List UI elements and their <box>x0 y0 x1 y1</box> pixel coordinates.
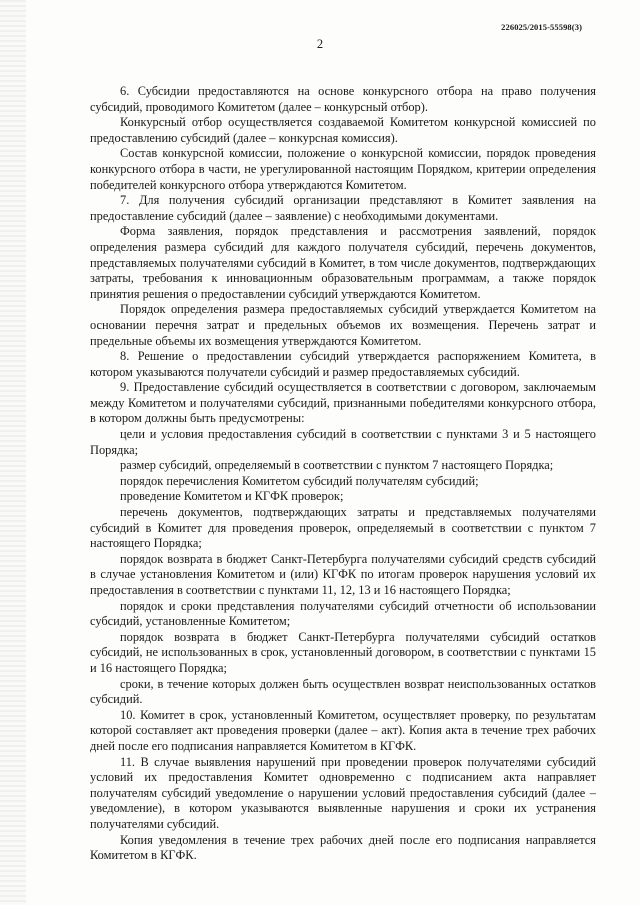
list-item: порядок перечисления Комитетом субсидий получателям субсидий; <box>120 473 479 488</box>
paragraph-9: 9. Предоставление субсидий осуществляется в соответствии с договором, заключаемым между Комитетом и получателями субсидий, признанными победителями конкурсного отбора, в котором должны быть предусмотрены: <box>90 380 596 426</box>
page-number: 2 <box>316 37 324 51</box>
list-item: размер субсидий, определяемый в соответствии с пунктом 7 настоящего Порядка; <box>120 458 554 473</box>
document-body <box>90 84 596 864</box>
paragraph: Конкурсный отбор осуществляется создаваемой Комитетом конкурсной комиссией по предоставлению субсидий (далее – конкурсная комиссия). <box>90 115 596 145</box>
paragraph-10: 10. Комитет в срок, установленный Комитетом, осуществляет проверку, по результатам которой составляет акт проведения проверки (далее – акт). Копия акта в течение трех рабочих дней после его подписания направляется Комитетом в КГФК. <box>90 707 596 753</box>
paragraph-6: 6. Субсидии предоставляются на основе конкурсного отбора на право получения субсидий, проводимого Комитетом (далее – конкурсный отбор). <box>90 84 596 114</box>
list-item: порядок возврата в бюджет Санкт-Петербурга получателями субсидий остатков субсидий, не использованных в срок, установленный договором, в соответствии с пунктами 15 и 16 настоящего Порядка; <box>90 629 596 675</box>
paragraph: Копия уведомления в течение трех рабочих дней после его подписания направляется Комитетом в КГФК. <box>90 832 596 863</box>
paragraph: Форма заявления, порядок представления и рассмотрения заявлений, порядок определения размера субсидий для каждого получателя субсидий, перечень документов, представляемых получателями субсидий в Комитет, в том числе документов, подтверждающих затраты, требования к инновационным образовательным программам, а также порядок принятия решения о предоставлении субсидий утверждаются Комитетом. <box>90 224 596 301</box>
paragraph: Порядок определения размера предоставляемых субсидий утверждается Комитетом на основании перечня затрат и предельных объемов их возмещения. Перечень затрат и предельные объемы их возмещения утверждаются Комитетом. <box>90 302 596 348</box>
list-item: сроки, в течение которых должен быть осуществлен возврат неиспользованных остатков субсидий. <box>90 676 596 707</box>
list-item: порядок возврата в бюджет Санкт-Петербурга получателями субсидий средств субсидий в случае установления Комитетом и (или) КГФК по итогам проверок нарушения условий их предоставления в соответствии с пунктами 11, 12, 13 и 16 настоящего Порядка; <box>90 551 596 597</box>
paragraph-11: 11. В случае выявления нарушений при проведении проверок получателями субсидий условий их предоставления Комитет одновременно с подписанием акта направляет получателям субсидий уведомление о нарушении условий предоставления субсидий (далее – уведомление), в котором указываются выявленные нарушения и сроки их устранения получателями субсидий. <box>90 754 596 831</box>
scan-edge-artifact <box>0 0 26 905</box>
paragraph-8: 8. Решение о предоставлении субсидий утверждается распоряжением Комитета, в котором указываются получатели субсидий и размер предоставляемых субсидий. <box>90 349 596 379</box>
paragraph: Состав конкурсной комиссии, положение о конкурсной комиссии, порядок проведения конкурсного отбора в части, не урегулированной настоящим Порядком, критерии определения победителей конкурсного отбора утверждаются Комитетом. <box>90 146 596 192</box>
paragraph-7: 7. Для получения субсидий организации представляют в Комитет заявления на предоставление субсидий (далее – заявление) с необходимыми документами. <box>90 193 596 223</box>
document-id: 226025/2015-55598(3) <box>501 22 582 32</box>
list-item: цели и условия предоставления субсидий в соответствии с пунктами 3 и 5 настоящего Порядка; <box>90 427 596 457</box>
list-item: перечень документов, подтверждающих затраты и представляемых получателями субсидий в Комитет для проведения проверок, определяемый в соответствии с пунктом 7 настоящего Порядка; <box>90 505 596 551</box>
list-item: порядок и сроки представления получателями субсидий отчетности об использовании субсидий, установленные Комитетом; <box>90 598 596 629</box>
list-item: проведение Комитетом и КГФК проверок; <box>120 489 344 504</box>
